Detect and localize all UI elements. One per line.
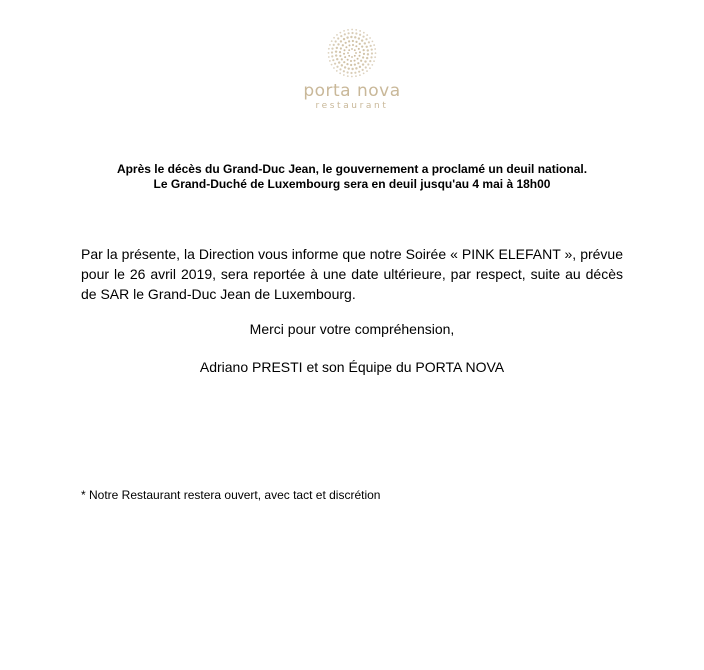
logo-dot <box>357 62 359 64</box>
logo-dot <box>328 52 330 54</box>
logo-dot <box>355 75 357 77</box>
logo-dot <box>350 64 352 66</box>
logo-dot <box>345 42 347 44</box>
dotted-sun-logo-icon <box>327 28 377 78</box>
logo-dot <box>337 43 339 45</box>
logo-dot <box>367 63 369 65</box>
logo-dot <box>348 49 350 51</box>
logo-dot <box>363 49 365 51</box>
logo-dot <box>370 45 372 47</box>
logo-dot <box>364 42 366 44</box>
postponement-paragraph: Par la présente, la Direction vous informe que notre Soirée « PINK ELEFANT », prévue pour le 26 avril 2019, sera reportée à une date ultérieure, par respect, suite au décès de SAR le Grand-Duc Jean de Luxembourg. <box>81 246 623 302</box>
logo-subtitle: restaurant <box>315 101 389 111</box>
logo-dot <box>347 59 349 61</box>
logo-dot <box>351 29 353 31</box>
logo-dot <box>365 66 367 68</box>
logo-dot <box>346 63 348 65</box>
logo-dot <box>348 40 350 42</box>
logo-dot <box>374 56 376 58</box>
logo-dot <box>363 73 365 75</box>
logo-dot <box>351 48 353 50</box>
logo-dot <box>354 60 356 62</box>
logo-dot <box>354 72 356 74</box>
logo-dot <box>357 58 359 60</box>
thanks-line: Merci pour votre compréhension, <box>249 321 455 337</box>
logo-dot <box>333 67 335 69</box>
logo-dot <box>355 41 357 43</box>
logo-dot <box>367 53 369 55</box>
logo-dot <box>344 66 346 68</box>
logo-dot <box>328 56 330 58</box>
restaurant-logo <box>300 24 404 116</box>
logo-dot <box>345 46 347 48</box>
logo-dot <box>343 61 345 63</box>
logo-dot <box>336 66 338 68</box>
logo-dot <box>372 40 374 42</box>
logo-dot <box>371 49 373 51</box>
signature-line: Adriano PRESTI et son Équipe du PORTA NOVA <box>199 359 505 375</box>
logo-dot <box>375 52 377 54</box>
logo-dot <box>359 43 361 45</box>
logo-dot <box>346 36 348 38</box>
logo-dot <box>347 29 349 31</box>
logo-dot <box>339 51 341 53</box>
logo-dot <box>339 68 341 70</box>
logo-dot <box>354 49 356 51</box>
logo-dot <box>366 57 368 59</box>
logo-dot <box>366 34 368 36</box>
logo-dot <box>365 38 367 40</box>
logo-dot <box>352 40 354 42</box>
logo-dot <box>359 34 361 36</box>
logo-dot <box>343 49 345 51</box>
logo-dot <box>359 74 361 76</box>
logo-dot <box>336 58 338 60</box>
logo-dot <box>335 54 337 56</box>
logo-dot <box>354 55 356 57</box>
logo-dot <box>347 52 349 54</box>
logo-dot <box>335 50 337 52</box>
logo-dot <box>366 46 368 48</box>
logo-dot <box>362 36 364 38</box>
mourning-announcement <box>60 162 644 192</box>
logo-dot <box>348 55 350 57</box>
logo-dot <box>358 48 360 50</box>
logo-dot <box>358 37 360 39</box>
logo-dot <box>369 37 371 39</box>
logo-dot <box>367 49 369 51</box>
logo-dot <box>354 36 356 38</box>
logo-dot <box>355 32 357 34</box>
logo-dot <box>335 40 337 42</box>
logo-dot <box>348 67 350 69</box>
logo-dot <box>362 69 364 71</box>
logo-dot <box>361 46 363 48</box>
logo-dot <box>336 34 338 36</box>
logo-dot <box>348 44 350 46</box>
logo-dot <box>331 55 333 57</box>
logo-dot <box>350 60 352 62</box>
logo-dot <box>333 44 335 46</box>
logo-dot <box>348 32 350 34</box>
logo-dot <box>329 60 331 62</box>
logo-dot <box>337 37 339 39</box>
logo-dot <box>331 64 333 66</box>
logo-dot <box>340 35 342 37</box>
logo-dot <box>363 53 365 55</box>
logo-dot <box>336 47 338 49</box>
logo-dot <box>363 32 365 34</box>
logo-dot <box>332 59 334 61</box>
logo-dot <box>354 64 356 66</box>
logo-dot <box>350 72 352 74</box>
logo-dot <box>339 72 341 74</box>
logo-dot <box>343 38 345 40</box>
logo-dot <box>347 71 349 73</box>
logo-dot <box>331 48 333 50</box>
logo-dot <box>368 41 370 43</box>
logo-dot <box>331 40 333 42</box>
logo-dot <box>370 56 372 58</box>
logo-dot <box>359 30 361 32</box>
logo-dot <box>371 64 373 66</box>
logo-dot <box>347 75 349 77</box>
logo-dot <box>331 51 333 53</box>
logo-dot <box>371 52 373 54</box>
logo-dot <box>344 56 346 58</box>
logo-dot <box>359 51 361 53</box>
logo-dot <box>373 60 375 62</box>
logo-dot <box>351 32 353 34</box>
logo-dot <box>341 58 343 60</box>
logo-dot <box>343 74 345 76</box>
logo-dot <box>358 71 360 73</box>
logo-dot <box>362 56 364 58</box>
logo-dot <box>339 55 341 57</box>
logo-dot <box>355 29 357 31</box>
logo-dot <box>333 37 335 39</box>
logo-dot <box>340 47 342 49</box>
logo-dot <box>355 52 357 54</box>
logo-dot <box>350 36 352 38</box>
logo-dot <box>339 32 341 34</box>
logo-dot <box>355 67 357 69</box>
logo-dot <box>344 33 346 35</box>
logo-dot <box>361 39 363 41</box>
logo-dot <box>352 44 354 46</box>
logo-dot <box>342 44 344 46</box>
logo-name: porta nova <box>303 81 401 101</box>
logo-dot <box>360 60 362 62</box>
logo-dot <box>359 55 361 57</box>
logo-dot <box>373 44 375 46</box>
logo-dot <box>336 70 338 72</box>
logo-dot <box>359 66 361 68</box>
footnote: * Notre Restaurant restera ouvert, avec tact et discrétion <box>81 488 381 502</box>
logo-dot <box>328 48 330 50</box>
logo-dot <box>374 48 376 50</box>
logo-dot <box>329 44 331 46</box>
headline-line-2: Le Grand-Duché de Luxembourg sera en deuil jusqu'au 4 mai à 18h00 <box>153 177 551 191</box>
logo-dot <box>362 63 364 65</box>
logo-dot <box>351 56 353 58</box>
logo-dot <box>351 76 353 78</box>
logo-dot <box>343 70 345 72</box>
logo-dot <box>351 68 353 70</box>
logo-dot <box>340 40 342 42</box>
headline-line-1: Après le décès du Grand-Duc Jean, le gouvernement a proclamé un deuil national. <box>116 162 588 176</box>
logo-dot <box>338 61 340 63</box>
logo-dot <box>369 60 371 62</box>
logo-dot <box>355 45 357 47</box>
logo-dot <box>364 60 366 62</box>
logo-dot <box>343 53 345 55</box>
logo-dot <box>334 63 336 65</box>
logo-dot <box>369 67 371 69</box>
logo-dot <box>366 70 368 72</box>
logo-dot <box>343 30 345 32</box>
logo-dot <box>341 64 343 66</box>
